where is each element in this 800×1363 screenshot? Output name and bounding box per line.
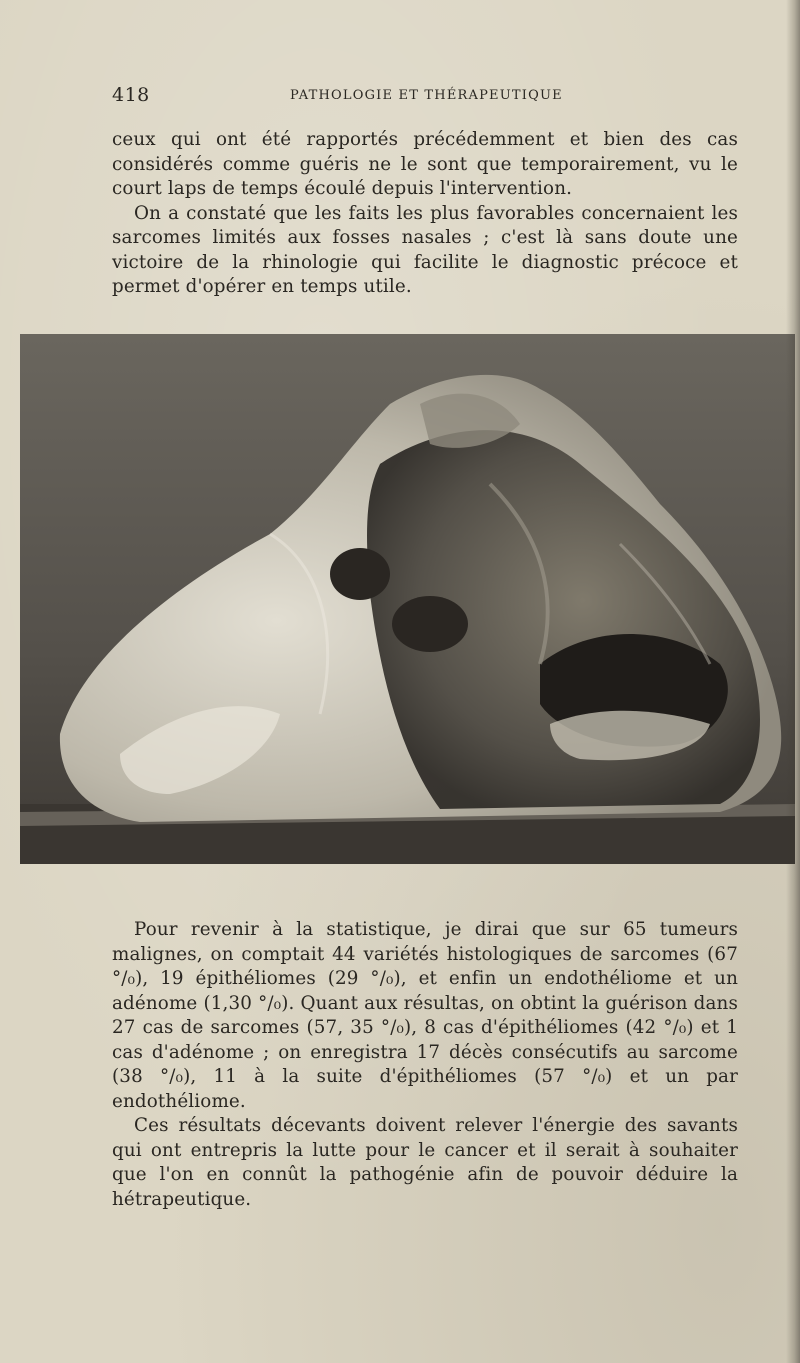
paragraph-sarcomes-fosses-nasales: On a constaté que les faits les plus favorables concernaient les sarcomes limités aux fosses nasales ; c'est là sans doute une victoire de la rhinologie qui facilite le diagnostic précoce et permet d'opérer en temps utile. <box>112 202 738 297</box>
skull-specimen-illustration <box>20 334 795 864</box>
paragraph-statistique: Pour revenir à la statistique, je dirai que sur 65 tumeurs malignes, on comptait 44 variétés histologiques de sarcomes (67 °/₀), 19 épithéliomes (29 °/₀), et enfin un endothéliome et un adénome (1,30 °/₀). Quant aux résultas, on obtint la guérison dans 27 cas de sarcomes (57, 35 °/₀), 8 cas d'épithéliomes (42 °/₀) et 1 cas d'adénome ; on enregistra 17 décès consécutifs au sarcome (38 °/₀), 11 à la suite d'épithéliomes (57 °/₀) et un par endothéliome. <box>112 919 738 1112</box>
page-edge-shadow <box>786 0 800 1363</box>
paragraph-continuation: ceux qui ont été rapportés précédemment et bien des cas considérés comme guéris ne le sont que temporairement, vu le court laps de temps écoulé depuis l'intervention. <box>112 129 738 199</box>
text-before-figure <box>112 128 738 300</box>
specimen-photograph <box>20 334 795 864</box>
paragraph-resultats-decevants: Ces résultats décevants doivent relever l'énergie des savants qui ont entrepris la lutte pour le cancer et il serait à souhaiter que l'on en connût la pathogénie afin de pouvoir déduire la hétrapeutique. <box>112 1115 738 1210</box>
text-after-figure <box>112 918 738 1212</box>
page-number: 418 <box>112 84 150 106</box>
running-head <box>112 84 736 108</box>
running-title: PATHOLOGIE ET THÉRAPEUTIQUE <box>290 88 563 103</box>
